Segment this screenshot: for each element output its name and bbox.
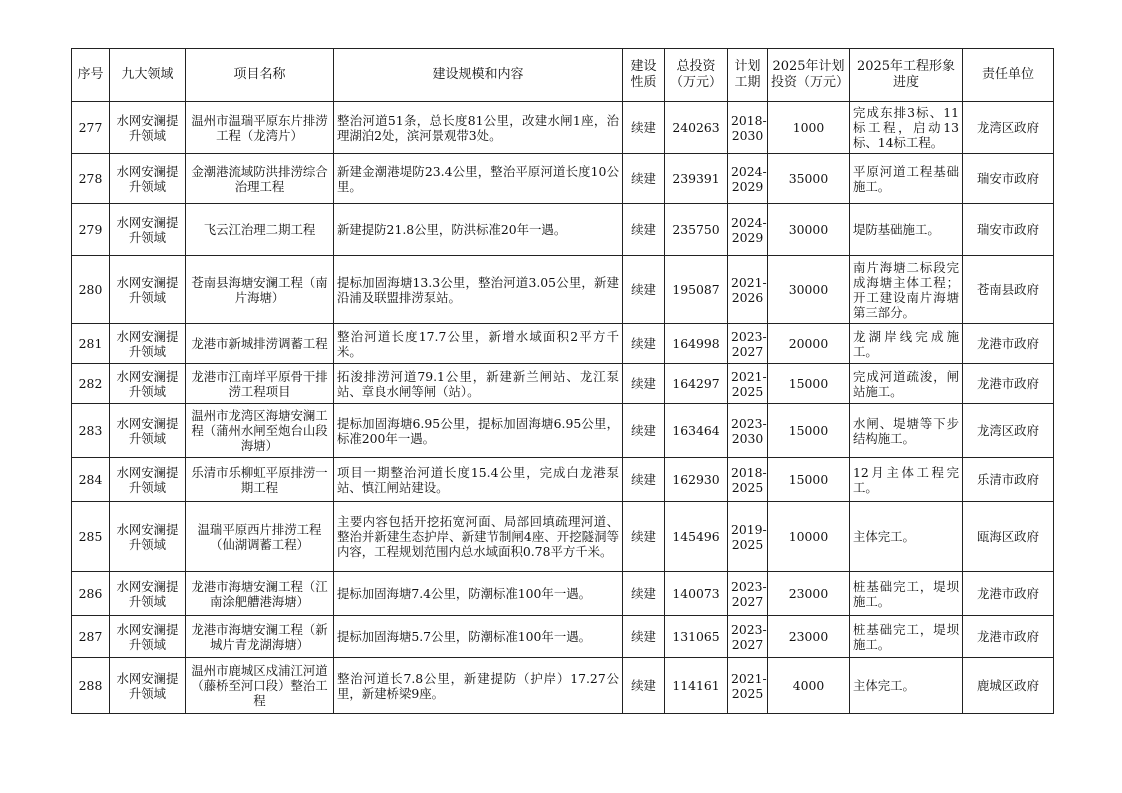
cell-progress: 完成东排3标、11标工程，启动13标、14标工程。: [850, 102, 963, 154]
cell-name: 龙港市江南垟平原骨干排涝工程项目: [186, 364, 334, 404]
cell-name: 温州市温瑞平原东片排涝工程（龙湾片）: [186, 102, 334, 154]
cell-invest: 162930: [665, 458, 728, 502]
header-name: 项目名称: [186, 49, 334, 102]
cell-plan2025: 23000: [768, 616, 850, 658]
cell-seq: 286: [72, 572, 110, 616]
cell-seq: 280: [72, 256, 110, 324]
cell-seq: 278: [72, 154, 110, 204]
cell-seq: 283: [72, 404, 110, 458]
cell-invest: 163464: [665, 404, 728, 458]
cell-plan2025: 4000: [768, 658, 850, 714]
cell-progress: 堤防基础施工。: [850, 204, 963, 256]
cell-nature: 续建: [623, 204, 665, 256]
cell-invest: 164297: [665, 364, 728, 404]
cell-nature: 续建: [623, 572, 665, 616]
cell-nature: 续建: [623, 324, 665, 364]
header-progress: 2025年工程形象进度: [850, 49, 963, 102]
cell-invest: 240263: [665, 102, 728, 154]
table-row: [72, 154, 1054, 204]
cell-name: 金潮港流域防洪排涝综合治理工程: [186, 154, 334, 204]
cell-nature: 续建: [623, 102, 665, 154]
table-row: [72, 102, 1054, 154]
cell-name: 飞云江治理二期工程: [186, 204, 334, 256]
cell-domain: 水网安澜提升领域: [110, 154, 186, 204]
cell-name: 龙港市新城排涝调蓄工程: [186, 324, 334, 364]
cell-domain: 水网安澜提升领域: [110, 404, 186, 458]
cell-invest: 114161: [665, 658, 728, 714]
cell-nature: 续建: [623, 256, 665, 324]
cell-period: 2019-2025: [728, 502, 768, 572]
cell-nature: 续建: [623, 404, 665, 458]
cell-seq: 282: [72, 364, 110, 404]
cell-plan2025: 15000: [768, 364, 850, 404]
cell-period: 2024-2029: [728, 154, 768, 204]
cell-name: 龙港市海塘安澜工程（江南涂舥艚港海塘）: [186, 572, 334, 616]
cell-period: 2023-2027: [728, 324, 768, 364]
cell-unit: 龙港市政府: [963, 364, 1054, 404]
cell-progress: 主体完工。: [850, 502, 963, 572]
header-invest: 总投资（万元）: [665, 49, 728, 102]
header-nature: 建设性质: [623, 49, 665, 102]
cell-seq: 285: [72, 502, 110, 572]
cell-unit: 瑞安市政府: [963, 204, 1054, 256]
cell-invest: 145496: [665, 502, 728, 572]
cell-domain: 水网安澜提升领域: [110, 256, 186, 324]
cell-plan2025: 20000: [768, 324, 850, 364]
cell-nature: 续建: [623, 502, 665, 572]
cell-unit: 乐清市政府: [963, 458, 1054, 502]
cell-scope: 提标加固海塘7.4公里，防潮标准100年一遇。: [334, 572, 623, 616]
header-plan2025: 2025年计划投资（万元）: [768, 49, 850, 102]
cell-progress: 水闸、堤塘等下步结构施工。: [850, 404, 963, 458]
cell-progress: 完成河道疏浚，闸站施工。: [850, 364, 963, 404]
cell-name: 温州市龙湾区海塘安澜工程（蒲州水闸至炮台山段海塘）: [186, 404, 334, 458]
table-row: [72, 324, 1054, 364]
cell-unit: 鹿城区政府: [963, 658, 1054, 714]
table-row: [72, 616, 1054, 658]
cell-seq: 284: [72, 458, 110, 502]
cell-domain: 水网安澜提升领域: [110, 364, 186, 404]
table-row: [72, 502, 1054, 572]
cell-scope: 项目一期整治河道长度15.4公里，完成白龙港泵站、慎江闸站建设。: [334, 458, 623, 502]
cell-period: 2023-2027: [728, 616, 768, 658]
cell-plan2025: 10000: [768, 502, 850, 572]
table-row: [72, 458, 1054, 502]
cell-period: 2023-2030: [728, 404, 768, 458]
cell-progress: 桩基础完工，堤坝施工。: [850, 572, 963, 616]
cell-name: 温瑞平原西片排涝工程（仙湖调蓄工程）: [186, 502, 334, 572]
cell-seq: 281: [72, 324, 110, 364]
table-row: [72, 364, 1054, 404]
cell-progress: 桩基础完工，堤坝施工。: [850, 616, 963, 658]
cell-name: 龙港市海塘安澜工程（新城片青龙湖海塘）: [186, 616, 334, 658]
cell-period: 2018-2030: [728, 102, 768, 154]
cell-period: 2021-2025: [728, 658, 768, 714]
header-period: 计划工期: [728, 49, 768, 102]
table-row: [72, 256, 1054, 324]
cell-period: 2023-2027: [728, 572, 768, 616]
header-unit: 责任单位: [963, 49, 1054, 102]
cell-plan2025: 15000: [768, 458, 850, 502]
cell-invest: 164998: [665, 324, 728, 364]
table-row: [72, 404, 1054, 458]
cell-progress: 龙湖岸线完成施工。: [850, 324, 963, 364]
cell-nature: 续建: [623, 154, 665, 204]
cell-plan2025: 30000: [768, 204, 850, 256]
cell-invest: 140073: [665, 572, 728, 616]
cell-nature: 续建: [623, 458, 665, 502]
cell-nature: 续建: [623, 616, 665, 658]
cell-name: 乐清市乐柳虹平原排涝一期工程: [186, 458, 334, 502]
project-table: [71, 48, 1054, 714]
cell-unit: 龙港市政府: [963, 572, 1054, 616]
cell-domain: 水网安澜提升领域: [110, 324, 186, 364]
table-header-row: [72, 49, 1054, 102]
cell-scope: 整治河道51条，总长度81公里，改建水闸1座，治理湖泊2处，滨河景观带3处。: [334, 102, 623, 154]
cell-scope: 新建提防21.8公里，防洪标准20年一遇。: [334, 204, 623, 256]
table-row: [72, 572, 1054, 616]
table-row: [72, 658, 1054, 714]
cell-period: 2021-2026: [728, 256, 768, 324]
cell-domain: 水网安澜提升领域: [110, 616, 186, 658]
cell-period: 2018-2025: [728, 458, 768, 502]
cell-seq: 288: [72, 658, 110, 714]
cell-seq: 287: [72, 616, 110, 658]
table-row: [72, 204, 1054, 256]
cell-invest: 239391: [665, 154, 728, 204]
cell-name: 温州市鹿城区戍浦江河道（藤桥至河口段）整治工程: [186, 658, 334, 714]
cell-scope: 提标加固海塘5.7公里，防潮标准100年一遇。: [334, 616, 623, 658]
cell-domain: 水网安澜提升领域: [110, 658, 186, 714]
cell-domain: 水网安澜提升领域: [110, 458, 186, 502]
cell-nature: 续建: [623, 364, 665, 404]
header-seq: 序号: [72, 49, 110, 102]
cell-scope: 整治河道长度17.7公里，新增水域面积2平方千米。: [334, 324, 623, 364]
cell-invest: 131065: [665, 616, 728, 658]
cell-domain: 水网安澜提升领域: [110, 204, 186, 256]
cell-unit: 瑞安市政府: [963, 154, 1054, 204]
cell-unit: 龙湾区政府: [963, 404, 1054, 458]
cell-domain: 水网安澜提升领域: [110, 102, 186, 154]
cell-period: 2021-2025: [728, 364, 768, 404]
cell-progress: 南片海塘二标段完成海塘主体工程；开工建设南片海塘第三部分。: [850, 256, 963, 324]
cell-plan2025: 35000: [768, 154, 850, 204]
cell-name: 苍南县海塘安澜工程（南片海塘）: [186, 256, 334, 324]
cell-unit: 龙港市政府: [963, 616, 1054, 658]
cell-progress: 平原河道工程基础施工。: [850, 154, 963, 204]
cell-scope: 整治河道长7.8公里，新建提防（护岸）17.27公里，新建桥梁9座。: [334, 658, 623, 714]
cell-domain: 水网安澜提升领域: [110, 572, 186, 616]
cell-seq: 279: [72, 204, 110, 256]
cell-scope: 提标加固海塘13.3公里，整治河道3.05公里，新建沿浦及联盟排涝泵站。: [334, 256, 623, 324]
cell-plan2025: 1000: [768, 102, 850, 154]
cell-scope: 拓浚排涝河道79.1公里，新建新兰闸站、龙江泵站、章良水闸等闸（站）。: [334, 364, 623, 404]
cell-invest: 195087: [665, 256, 728, 324]
cell-domain: 水网安澜提升领域: [110, 502, 186, 572]
cell-scope: 提标加固海塘6.95公里，提标加固海塘6.95公里，标准200年一遇。: [334, 404, 623, 458]
cell-progress: 12月主体工程完工。: [850, 458, 963, 502]
cell-nature: 续建: [623, 658, 665, 714]
cell-scope: 主要内容包括开挖拓宽河面、局部回填疏理河道、整治并新建生态护岸、新建节制闸4座、开挖隧洞等内容，工程规划范围内总水域面积0.78平方千米。: [334, 502, 623, 572]
cell-unit: 苍南县政府: [963, 256, 1054, 324]
cell-plan2025: 15000: [768, 404, 850, 458]
cell-invest: 235750: [665, 204, 728, 256]
cell-plan2025: 30000: [768, 256, 850, 324]
cell-scope: 新建金潮港堤防23.4公里，整治平原河道长度10公里。: [334, 154, 623, 204]
cell-unit: 龙港市政府: [963, 324, 1054, 364]
cell-period: 2024-2029: [728, 204, 768, 256]
cell-seq: 277: [72, 102, 110, 154]
header-scope: 建设规模和内容: [334, 49, 623, 102]
header-domain: 九大领域: [110, 49, 186, 102]
cell-progress: 主体完工。: [850, 658, 963, 714]
cell-plan2025: 23000: [768, 572, 850, 616]
cell-unit: 瓯海区政府: [963, 502, 1054, 572]
cell-unit: 龙湾区政府: [963, 102, 1054, 154]
